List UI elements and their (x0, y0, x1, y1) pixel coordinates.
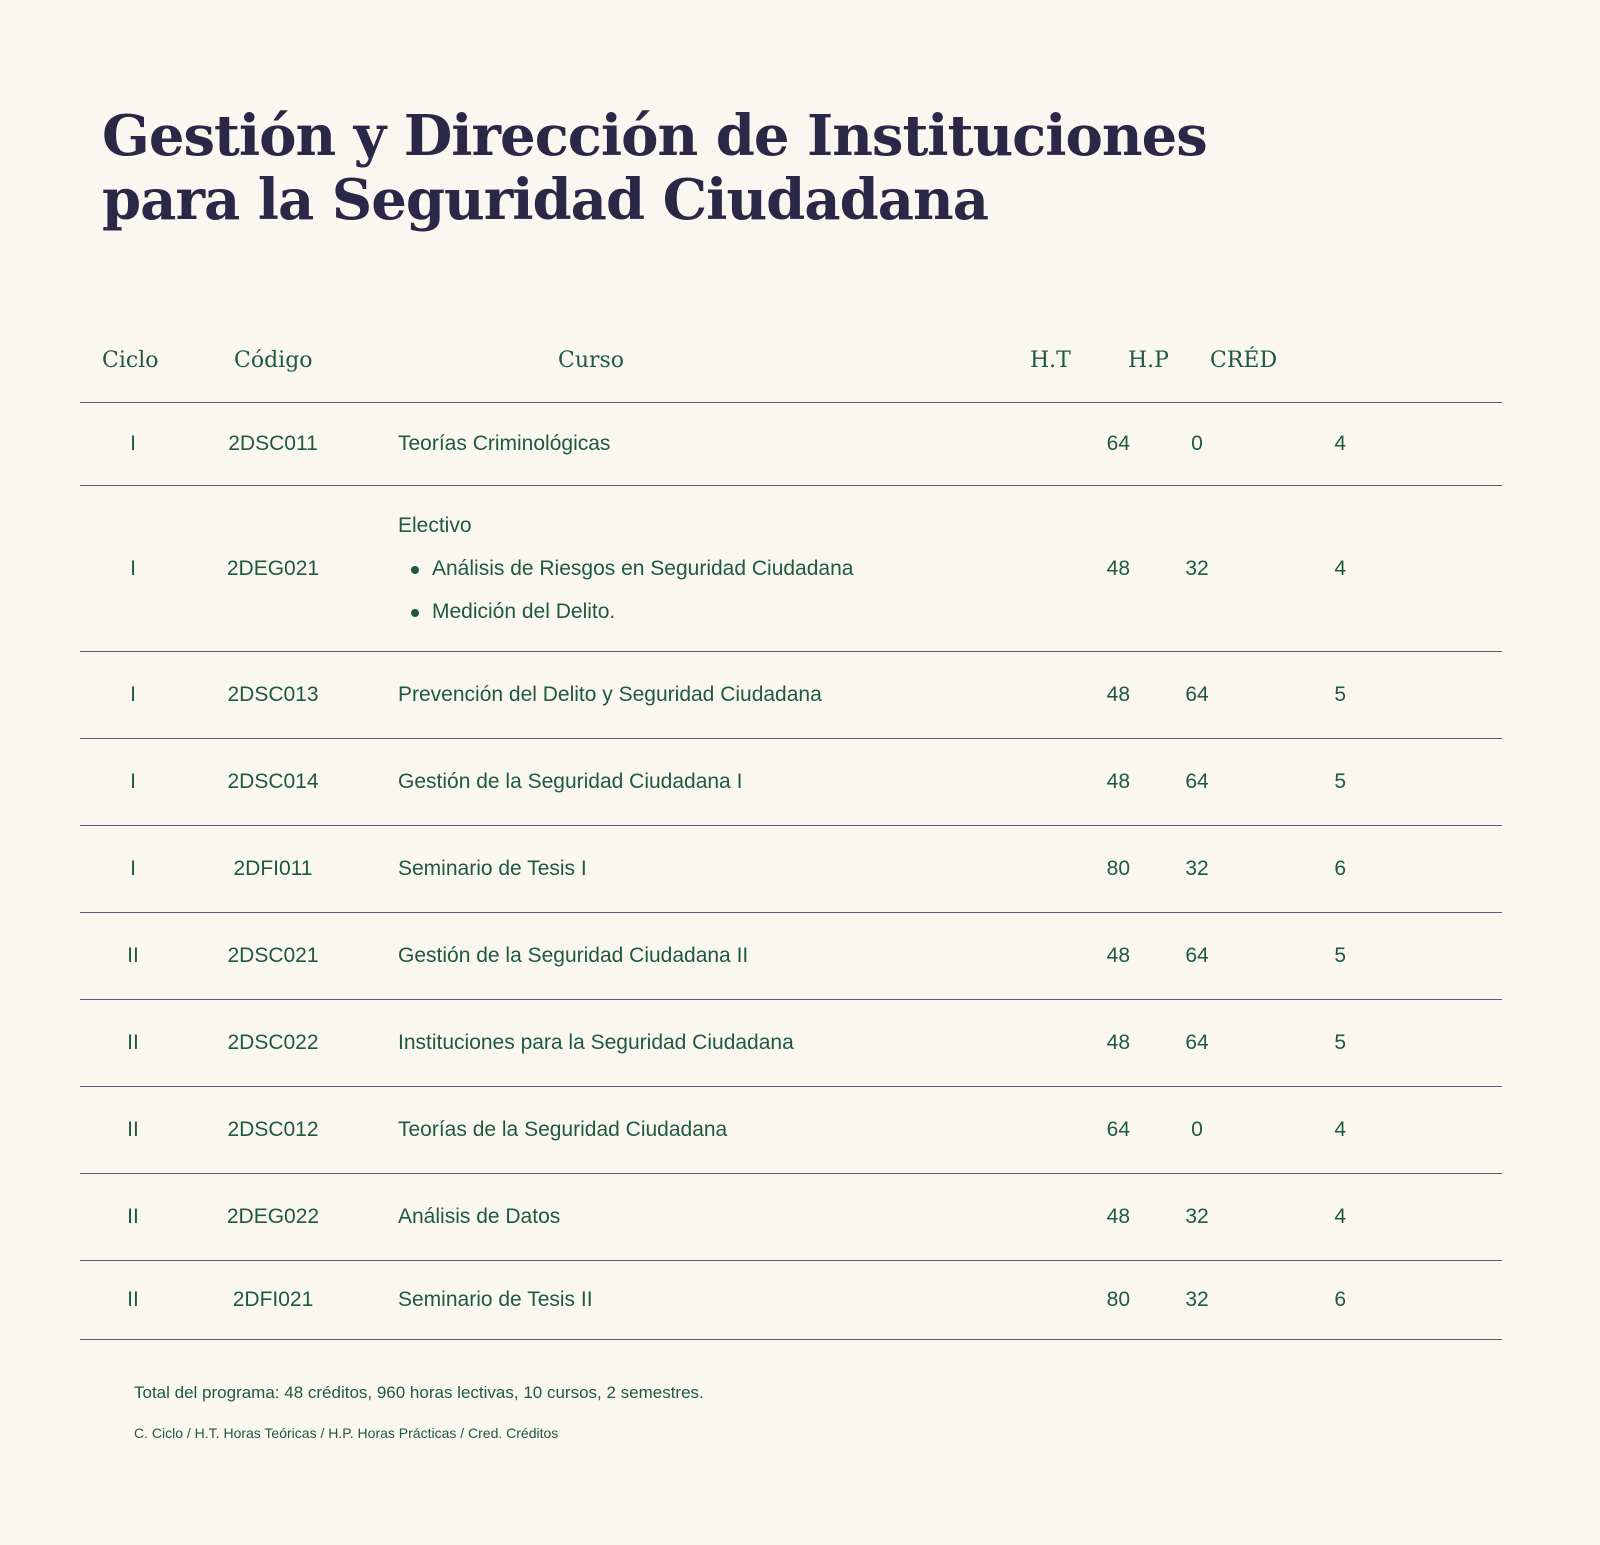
cell-codigo: 2DEG022 (226, 1205, 320, 1228)
header-ciclo: Ciclo (102, 348, 159, 373)
cell-ciclo: II (127, 1031, 139, 1054)
cell-ciclo: II (127, 1118, 139, 1141)
cell-cred: 5 (1334, 1031, 1346, 1054)
header-ht: H.T (1030, 348, 1071, 373)
cell-ht: 48 (1106, 1205, 1130, 1228)
table-row (80, 1086, 1502, 1173)
cell-ht: 48 (1106, 556, 1130, 580)
cell-cred: 4 (1334, 556, 1346, 580)
cell-curso-elective (398, 512, 853, 626)
cell-codigo: 2DSC012 (227, 1118, 319, 1141)
table-row (80, 1173, 1502, 1260)
cell-hp: 32 (1185, 1205, 1209, 1228)
cell-codigo: 2DSC022 (227, 1031, 319, 1054)
elective-option: Medición del Delito. (398, 598, 853, 626)
cell-cred: 5 (1334, 944, 1346, 967)
cell-hp: 64 (1185, 770, 1209, 793)
cell-curso: Gestión de la Seguridad Ciudadana II (398, 944, 749, 967)
cell-cred: 6 (1334, 857, 1346, 880)
cell-ht: 64 (1106, 432, 1130, 455)
page-title-line-2: para la Seguridad Ciudadana (102, 167, 989, 233)
table-row (80, 1260, 1502, 1340)
page-title (102, 103, 1207, 233)
cell-hp: 32 (1185, 556, 1209, 580)
cell-ciclo: I (130, 857, 136, 880)
cell-cred: 5 (1334, 683, 1346, 706)
header-codigo: Código (234, 348, 313, 373)
cell-ciclo: I (130, 683, 136, 706)
cell-curso: Instituciones para la Seguridad Ciudadana (398, 1031, 794, 1054)
cell-ht: 48 (1106, 944, 1130, 967)
cell-hp: 64 (1185, 683, 1209, 706)
cell-curso: Prevención del Delito y Seguridad Ciudadana (398, 683, 822, 706)
cell-codigo: 2DFI011 (233, 857, 313, 880)
cell-ciclo: I (130, 770, 136, 793)
elective-options (398, 555, 853, 626)
cell-cred: 4 (1334, 1205, 1346, 1228)
cell-ciclo: I (130, 556, 136, 580)
table-row (80, 999, 1502, 1086)
cell-hp: 64 (1185, 1031, 1209, 1054)
cell-ht: 48 (1106, 1031, 1130, 1054)
curriculum-table (80, 330, 1502, 1340)
cell-ciclo: II (127, 944, 139, 967)
table-row (80, 651, 1502, 738)
cell-codigo: 2DSC014 (227, 770, 319, 793)
cell-ciclo: II (127, 1205, 139, 1228)
cell-ht: 48 (1106, 770, 1130, 793)
cell-ciclo: I (130, 432, 136, 455)
cell-curso: Seminario de Tesis II (398, 1288, 593, 1311)
abbreviation-legend: C. Ciclo / H.T. Horas Teóricas / H.P. Horas Prácticas / Cred. Créditos (134, 1425, 559, 1441)
cell-hp: 64 (1185, 944, 1209, 967)
table-row (80, 825, 1502, 912)
cell-codigo: 2DSC011 (228, 432, 318, 455)
header-cred: CRÉD (1210, 348, 1278, 373)
cell-ht: 48 (1106, 683, 1130, 706)
cell-curso: Seminario de Tesis I (398, 857, 587, 880)
cell-cred: 5 (1334, 770, 1346, 793)
cell-ht: 80 (1106, 857, 1130, 880)
elective-option: Análisis de Riesgos en Seguridad Ciudadana (398, 555, 853, 583)
cell-ht: 80 (1106, 1288, 1130, 1311)
cell-curso: Teorías Criminológicas (398, 432, 611, 455)
cell-codigo: 2DSC013 (227, 683, 319, 706)
elective-title: Electivo (398, 513, 472, 537)
cell-curso: Análisis de Datos (398, 1205, 561, 1228)
table-header (80, 330, 1502, 402)
cell-hp: 0 (1191, 1118, 1203, 1141)
cell-cred: 4 (1334, 432, 1346, 455)
cell-hp: 32 (1185, 1288, 1209, 1311)
table-row (80, 738, 1502, 825)
table-row (80, 402, 1502, 485)
cell-codigo: 2DFI021 (232, 1288, 314, 1311)
cell-curso: Teorías de la Seguridad Ciudadana (398, 1118, 728, 1141)
header-curso: Curso (558, 348, 625, 373)
table-row (80, 485, 1502, 651)
cell-curso: Gestión de la Seguridad Ciudadana I (398, 770, 743, 793)
cell-codigo: 2DSC021 (227, 944, 319, 967)
cell-hp: 32 (1185, 857, 1209, 880)
cell-cred: 6 (1334, 1288, 1346, 1311)
cell-codigo: 2DEG021 (226, 556, 320, 580)
header-hp: H.P (1128, 348, 1169, 373)
cell-hp: 0 (1191, 432, 1203, 455)
page-title-line-1: Gestión y Dirección de Instituciones (102, 103, 1207, 169)
table-row (80, 912, 1502, 999)
cell-ciclo: II (127, 1288, 139, 1311)
program-total: Total del programa: 48 créditos, 960 horas lectivas, 10 cursos, 2 semestres. (134, 1383, 704, 1402)
cell-ht: 64 (1106, 1118, 1130, 1141)
cell-cred: 4 (1334, 1118, 1346, 1141)
